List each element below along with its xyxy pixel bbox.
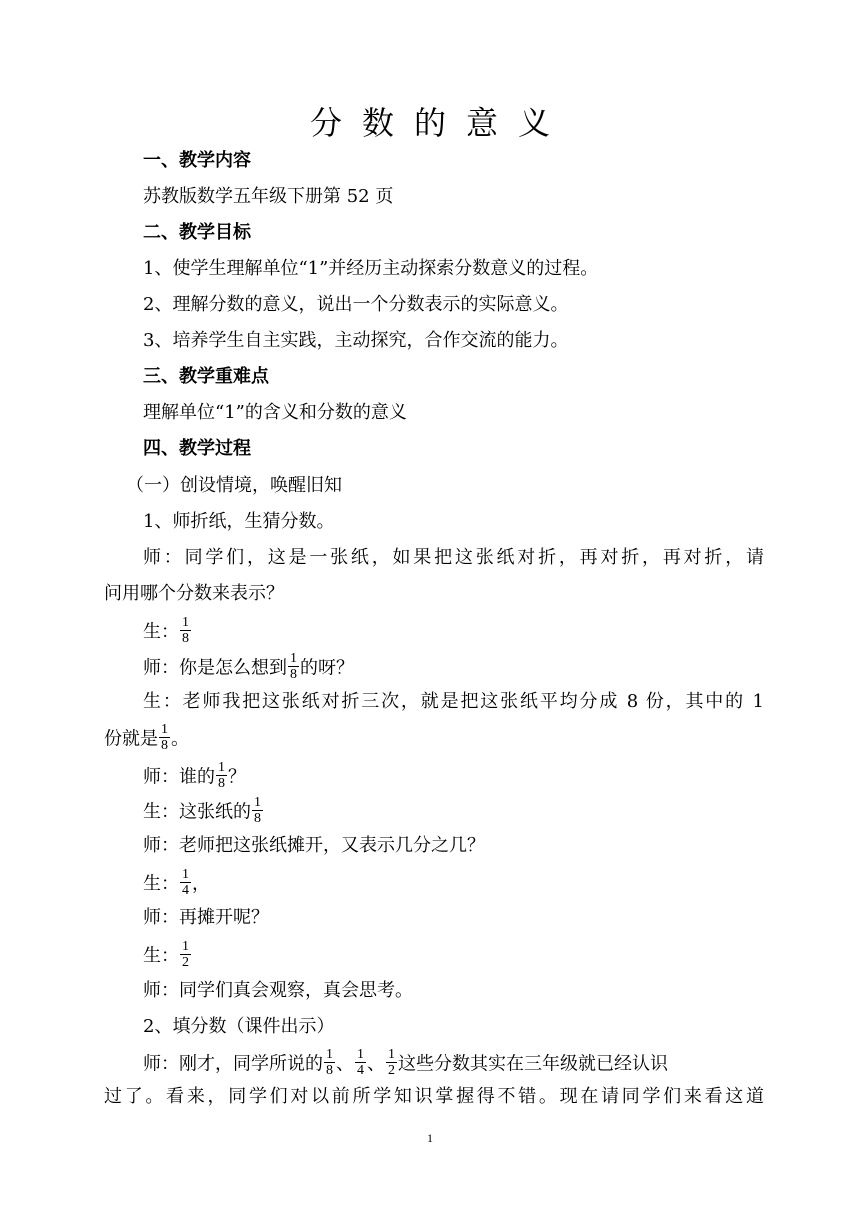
process-part-1-heading: （一）创设情境，唤醒旧知	[126, 475, 342, 496]
fraction-one-eighth: $\frac{1}{8}$	[326, 1047, 333, 1078]
fraction-one-half: $\frac{1}{2}$	[182, 939, 189, 970]
dialogue-teacher-4: 师：老师把这张纸摊开，又表示几分之几？	[143, 835, 485, 856]
dialogue-teacher-6: 师：同学们真会观察，真会思考。	[143, 980, 413, 1001]
dialogue-teacher-2: 师：你是怎么想到 $\frac{1}{8}$ 的呀？	[143, 651, 354, 682]
dialogue-student-2a: 生：老师我把这张纸对折三次，就是把这张纸平均分成 8 份，其中的 1	[143, 691, 764, 712]
fraction-one-eighth: $\frac{1}{8}$	[218, 760, 225, 791]
section-heading-content: 一、教学内容	[143, 150, 251, 171]
goal-item-1: 1、使学生理解单位“1”并经历主动探索分数意义的过程。	[143, 258, 599, 279]
goal-item-2: 2、理解分数的意义，说出一个分数表示的实际意义。	[143, 294, 569, 315]
page-number: 1	[427, 1131, 433, 1145]
section-heading-process: 四、教学过程	[143, 438, 251, 459]
content-text: 苏教版数学五年级下册第 52 页	[143, 186, 394, 207]
dialogue-teacher-1b: 问用哪个分数来表示？	[104, 583, 284, 604]
fraction-one-half: $\frac{1}{2}$	[388, 1047, 395, 1078]
fraction-one-fourth: $\frac{1}{4}$	[357, 1047, 364, 1078]
dialogue-student-1	[143, 617, 764, 648]
dialogue-teacher-7b: 过了。看来，同学们对以前所学知识掌握得不错。现在请同学们来看这道	[104, 1086, 764, 1107]
dialogue-teacher-1a: 师：同学们，这是一张纸，如果把这张纸对折，再对折，再对折，请	[143, 547, 764, 568]
dialogue-student-5: 生： $\frac{1}{2}$	[143, 939, 189, 970]
fraction-one-fourth: $\frac{1}{4}$	[182, 867, 189, 898]
fraction-one-eighth: $\frac{1}{8}$	[182, 615, 189, 646]
goal-item-3: 3、培养学生自主实践，主动探究，合作交流的能力。	[143, 330, 569, 351]
page-title: 分数的意义	[309, 104, 570, 142]
dialogue-teacher-5: 师：再摊开呢？	[143, 907, 269, 928]
fraction-one-eighth: $\frac{1}{8}$	[290, 651, 297, 682]
section-heading-key-points: 三、教学重难点	[143, 366, 269, 387]
key-points-text: 理解单位“1”的含义和分数的意义	[143, 402, 407, 423]
dialogue-teacher-3: 师：谁的 $\frac{1}{8}$ ？	[143, 760, 246, 791]
step-2-heading: 2、填分数（课件出示）	[143, 1016, 335, 1037]
dialogue-student-4: 生： $\frac{1}{4}$ ，	[143, 867, 210, 898]
fraction-one-eighth: $\frac{1}{8}$	[254, 795, 261, 826]
dialogue-student-3: 生：这张纸的 $\frac{1}{8}$	[143, 795, 261, 826]
dialogue-teacher-7a: 师：刚才，同学所说的 $\frac{1}{8}$ 、 $\frac{1}{4}$ 、 $\frac{1}{2}$ 这些分数其实在三年级就已经认识	[143, 1047, 668, 1078]
fraction-one-eighth: $\frac{1}{8}$	[161, 722, 168, 753]
section-heading-goals: 二、教学目标	[143, 222, 251, 243]
step-1-heading: 1、师折纸，生猜分数。	[143, 511, 335, 532]
dialogue-student-2b: 份就是 $\frac{1}{8}$ 。	[104, 722, 189, 753]
speaker-label: 生：	[143, 621, 179, 643]
